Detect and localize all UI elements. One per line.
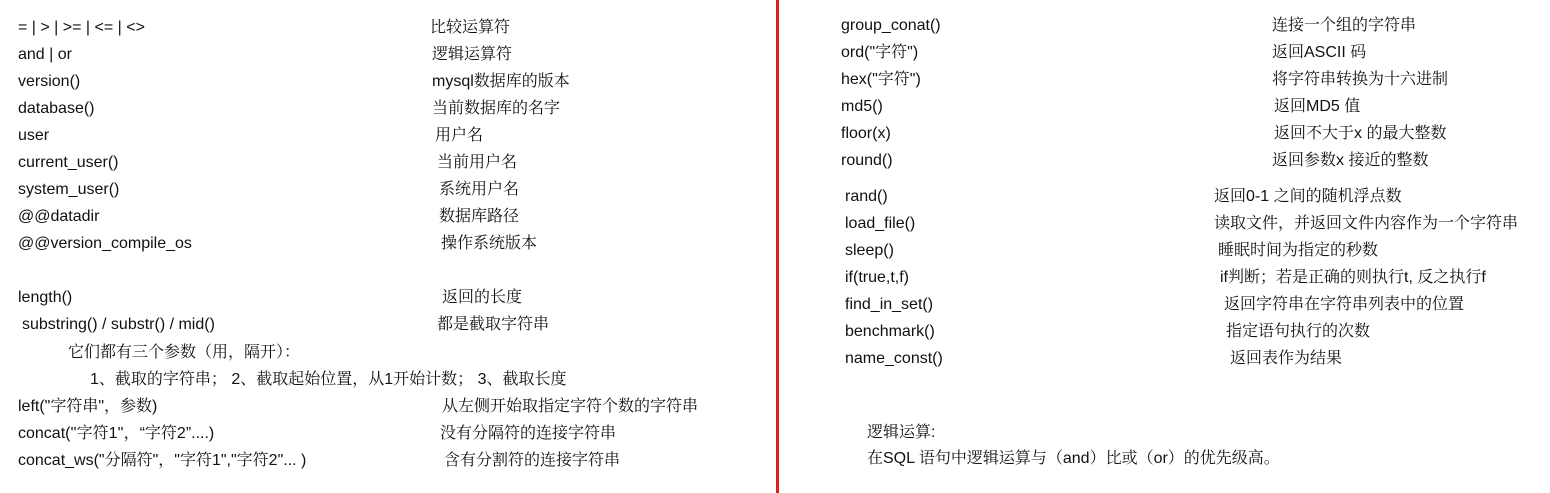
- function-description: 返回ASCII 码: [1272, 44, 1367, 61]
- logic-title: 逻辑运算:: [867, 424, 936, 441]
- function-description: 返回0-1 之间的随机浮点数: [1214, 188, 1402, 205]
- function-description: mysql数据库的版本: [432, 73, 570, 90]
- function-description: 返回不大于x 的最大整数: [1274, 125, 1447, 142]
- function-name: md5(): [841, 98, 883, 115]
- function-description: 当前数据库的名字: [432, 100, 561, 117]
- function-description: 返回的长度: [442, 289, 523, 306]
- function-name: @@datadir: [18, 208, 100, 225]
- function-name: left("字符串"，参数): [18, 398, 158, 415]
- function-description: 系统用户名: [439, 181, 520, 198]
- function-description: 逻辑运算符: [432, 46, 513, 63]
- function-description: 指定语句执行的次数: [1226, 323, 1371, 340]
- note-line: 1、截取的字符串； 2、截取起始位置，从1开始计数； 3、截取长度: [90, 371, 567, 388]
- function-description: 从左侧开始取指定字符个数的字符串: [442, 398, 699, 415]
- function-description: 读取文件，并返回文件内容作为一个字符串: [1214, 215, 1519, 232]
- function-description: 睡眠时间为指定的秒数: [1218, 242, 1379, 259]
- function-description: if判断；若是正确的则执行t, 反之执行f: [1220, 269, 1486, 286]
- function-name: concat_ws("分隔符"，"字符1","字符2"... ): [18, 452, 307, 469]
- function-description: 连接一个组的字符串: [1272, 17, 1417, 34]
- function-name: benchmark(): [845, 323, 935, 340]
- function-name: hex("字符"): [841, 71, 921, 88]
- function-name: group_conat(): [841, 17, 941, 34]
- logic-text: 在SQL 语句中逻辑运算与（and）比或（or）的优先级高。: [867, 450, 1280, 467]
- function-description: 返回参数x 接近的整数: [1272, 152, 1429, 169]
- function-description: 操作系统版本: [441, 235, 538, 252]
- function-description: 返回MD5 值: [1274, 98, 1361, 115]
- function-description: 返回字符串在字符串列表中的位置: [1224, 296, 1465, 313]
- function-description: 都是截取字符串: [437, 316, 550, 333]
- function-name: load_file(): [845, 215, 916, 232]
- function-name: substring() / substr() / mid(): [22, 316, 215, 333]
- function-name: name_const(): [845, 350, 943, 367]
- function-name: version(): [18, 73, 81, 90]
- function-name: concat(''字符1''，“字符2”....): [18, 425, 215, 442]
- function-name: sleep(): [845, 242, 894, 259]
- function-name: database(): [18, 100, 95, 117]
- function-name: floor(x): [841, 125, 891, 142]
- function-description: 返回表作为结果: [1230, 350, 1343, 367]
- function-name: user: [18, 127, 50, 144]
- function-name: round(): [841, 152, 893, 169]
- function-description: 没有分隔符的连接字符串: [440, 425, 617, 442]
- function-description: 含有分割符的连接字符串: [444, 452, 621, 469]
- function-name: = | > | >= | <= | <>: [18, 19, 145, 36]
- function-name: @@version_compile_os: [18, 235, 192, 252]
- note-line: 它们都有三个参数（用，隔开）：: [68, 344, 301, 361]
- function-name: system_user(): [18, 181, 120, 198]
- function-name: ord("字符"): [841, 44, 919, 61]
- function-description: 当前用户名: [437, 154, 518, 171]
- function-name: find_in_set(): [845, 296, 934, 313]
- function-name: rand(): [845, 188, 888, 205]
- function-description: 用户名: [435, 127, 484, 144]
- function-name: length(): [18, 289, 73, 306]
- function-description: 比较运算符: [430, 19, 511, 36]
- function-description: 将字符串转换为十六进制: [1272, 71, 1449, 88]
- function-name: current_user(): [18, 154, 119, 171]
- function-name: if(true,t,f): [845, 269, 910, 286]
- function-name: and | or: [18, 46, 72, 63]
- vertical-divider: [776, 0, 779, 493]
- function-description: 数据库路径: [439, 208, 520, 225]
